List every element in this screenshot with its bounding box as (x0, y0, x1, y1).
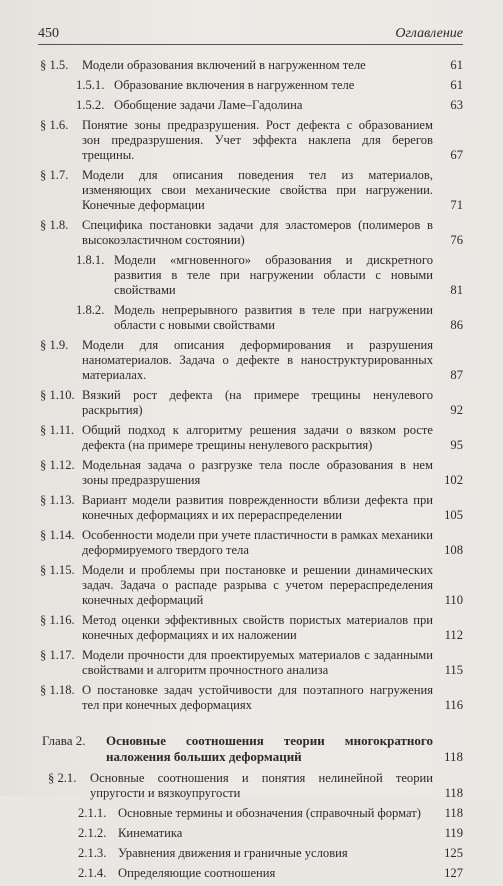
page-ref: 110 (444, 593, 463, 607)
section-title: Обобщение задачи Ламе–Гадолина (114, 98, 303, 112)
section-number: 1.8.2. (76, 303, 105, 317)
section-number: § 1.5. (40, 58, 69, 72)
page-ref: 67 (450, 148, 463, 162)
section-number: 2.1.3. (78, 846, 107, 860)
page-ref: 118 (444, 786, 463, 800)
toc-entry (40, 563, 463, 608)
section-number: § 1.9. (40, 338, 69, 352)
page-ref: 116 (444, 698, 463, 712)
page-ref: 112 (444, 628, 463, 642)
section-number: § 1.17. (40, 648, 75, 662)
chapter-heading (40, 733, 463, 765)
section-title: Кинематика (118, 826, 183, 840)
page-ref: 108 (444, 543, 463, 557)
section-number: § 1.6. (40, 118, 69, 132)
section-title: Модели прочности для проектируемых материалов с заданными свойствами и алгоритм прочностного анализа (82, 648, 433, 677)
toc-entry (48, 771, 463, 801)
section-title: Модель непрерывного развития в теле при нагружении области с новыми свойствами (114, 303, 433, 332)
section-title: Модели «мгновенного» образования и дискретного развития в теле при нагружении области с новыми свойствами (114, 253, 433, 297)
toc-entry (40, 58, 463, 73)
page-ref: 119 (444, 826, 463, 840)
toc-entry (40, 613, 463, 643)
page-ref: 61 (450, 58, 463, 72)
section-number: § 1.15. (40, 563, 75, 577)
toc-subentry (40, 78, 463, 93)
section-title: Модели для описания деформирования и разрушения наноматериалов. Задача о дефекте в наноструктурированных материалах. (82, 338, 433, 382)
page-ref: 92 (450, 403, 463, 417)
section-number: § 1.8. (40, 218, 69, 232)
toc-subentry (40, 806, 463, 821)
section-number: § 1.18. (40, 683, 75, 697)
running-title: Оглавление (395, 26, 463, 41)
page-ref: 118 (443, 749, 463, 764)
section-title: Особенности модели при учете пластичности в рамках механики деформируемого твердого тела (82, 528, 433, 557)
toc-entry (40, 648, 463, 678)
toc-entry (40, 458, 463, 488)
section-number: § 1.7. (40, 168, 69, 182)
section-title: Понятие зоны предразрушения. Рост дефекта с образованием зон предразрушения. Учет эффекта наклепа для берегов трещины. (82, 118, 433, 162)
toc-entry (40, 168, 463, 213)
page-header (38, 26, 463, 45)
section-number: 1.8.1. (76, 253, 105, 267)
section-number: 2.1.2. (78, 826, 107, 840)
page-ref: 86 (450, 318, 463, 332)
page-ref: 81 (450, 283, 463, 297)
section-number: 1.5.1. (76, 78, 105, 92)
section-title: Модели и проблемы при постановке и решении динамических задач. Задача о распаде разрыва с учетом перераспределения конечных деформаций (82, 563, 433, 607)
page-ref: 105 (444, 508, 463, 522)
section-number: 2.1.4. (78, 866, 107, 880)
toc-entry (40, 423, 463, 453)
section-title: Общий подход к алгоритму решения задачи о вязком росте дефекта (на примере трещины ненулевого раскрытия) (82, 423, 433, 452)
toc-subentry (40, 846, 463, 861)
section-title: Вариант модели развития поврежденности вблизи дефекта при конечных деформациях и их перераспределении (82, 493, 433, 522)
toc-entry (40, 493, 463, 523)
section-title: Определяющие соотношения (118, 866, 276, 880)
section-title: Основные соотношения и понятия нелинейной теории упругости и вязкоупругости (90, 771, 433, 800)
section-number: § 1.11. (40, 423, 75, 437)
section-number: 2.1.1. (78, 806, 107, 820)
page-ref: 115 (444, 663, 463, 677)
toc-entry (40, 388, 463, 418)
section-number: § 2.1. (48, 771, 77, 785)
page-ref: 95 (450, 438, 463, 452)
section-title: Метод оценки эффективных свойств пористых материалов при конечных деформациях и их наложении (82, 613, 433, 642)
toc-subentry (40, 826, 463, 841)
toc-entry (40, 118, 463, 163)
toc-subentry (40, 303, 463, 333)
page-number: 450 (38, 26, 59, 41)
section-number: § 1.12. (40, 458, 75, 472)
section-number: § 1.16. (40, 613, 75, 627)
toc-entry (40, 338, 463, 383)
section-number: § 1.13. (40, 493, 75, 507)
section-title: Модельная задача о разгрузке тела после образования в нем зоны предразрушения (82, 458, 433, 487)
page-ref: 118 (444, 806, 463, 820)
page-ref: 63 (450, 98, 463, 112)
section-title: Модели для описания поведения тел из материалов, изменяющих свои механические свойства при нагружении. Конечные деформации (82, 168, 433, 212)
section-title: Уравнения движения и граничные условия (118, 846, 348, 860)
section-title: Основные термины и обозначения (справочный формат) (118, 806, 421, 820)
section-number: 1.5.2. (76, 98, 105, 112)
section-title: О постановке задач устойчивости для поэтапного нагружения тел при конечных деформациях (82, 683, 433, 712)
table-of-contents (40, 58, 463, 886)
chapter-label: Глава 2. (42, 733, 86, 748)
section-number: § 1.10. (40, 388, 75, 402)
toc-entry (40, 218, 463, 248)
toc-subentry (40, 98, 463, 113)
page-ref: 125 (444, 846, 463, 860)
toc-entry (40, 683, 463, 713)
page-ref: 61 (450, 78, 463, 92)
toc-entry (40, 528, 463, 558)
section-number: § 1.14. (40, 528, 75, 542)
chapter-title: Основные соотношения теории многократного наложения больших деформаций (106, 733, 433, 764)
page-ref: 76 (450, 233, 463, 247)
section-title: Образование включения в нагруженном теле (114, 78, 355, 92)
section-title: Модели образования включений в нагруженном теле (82, 58, 366, 72)
toc-subentry (40, 253, 463, 298)
section-title: Вязкий рост дефекта (на примере трещины ненулевого раскрытия) (82, 388, 433, 417)
page-ref: 102 (444, 473, 463, 487)
page-ref: 127 (444, 866, 463, 880)
page-ref: 87 (450, 368, 463, 382)
section-title: Специфика постановки задачи для эластомеров (полимеров в высокоэластичном состоянии) (82, 218, 433, 247)
page-ref: 71 (450, 198, 463, 212)
toc-subentry (40, 866, 463, 881)
